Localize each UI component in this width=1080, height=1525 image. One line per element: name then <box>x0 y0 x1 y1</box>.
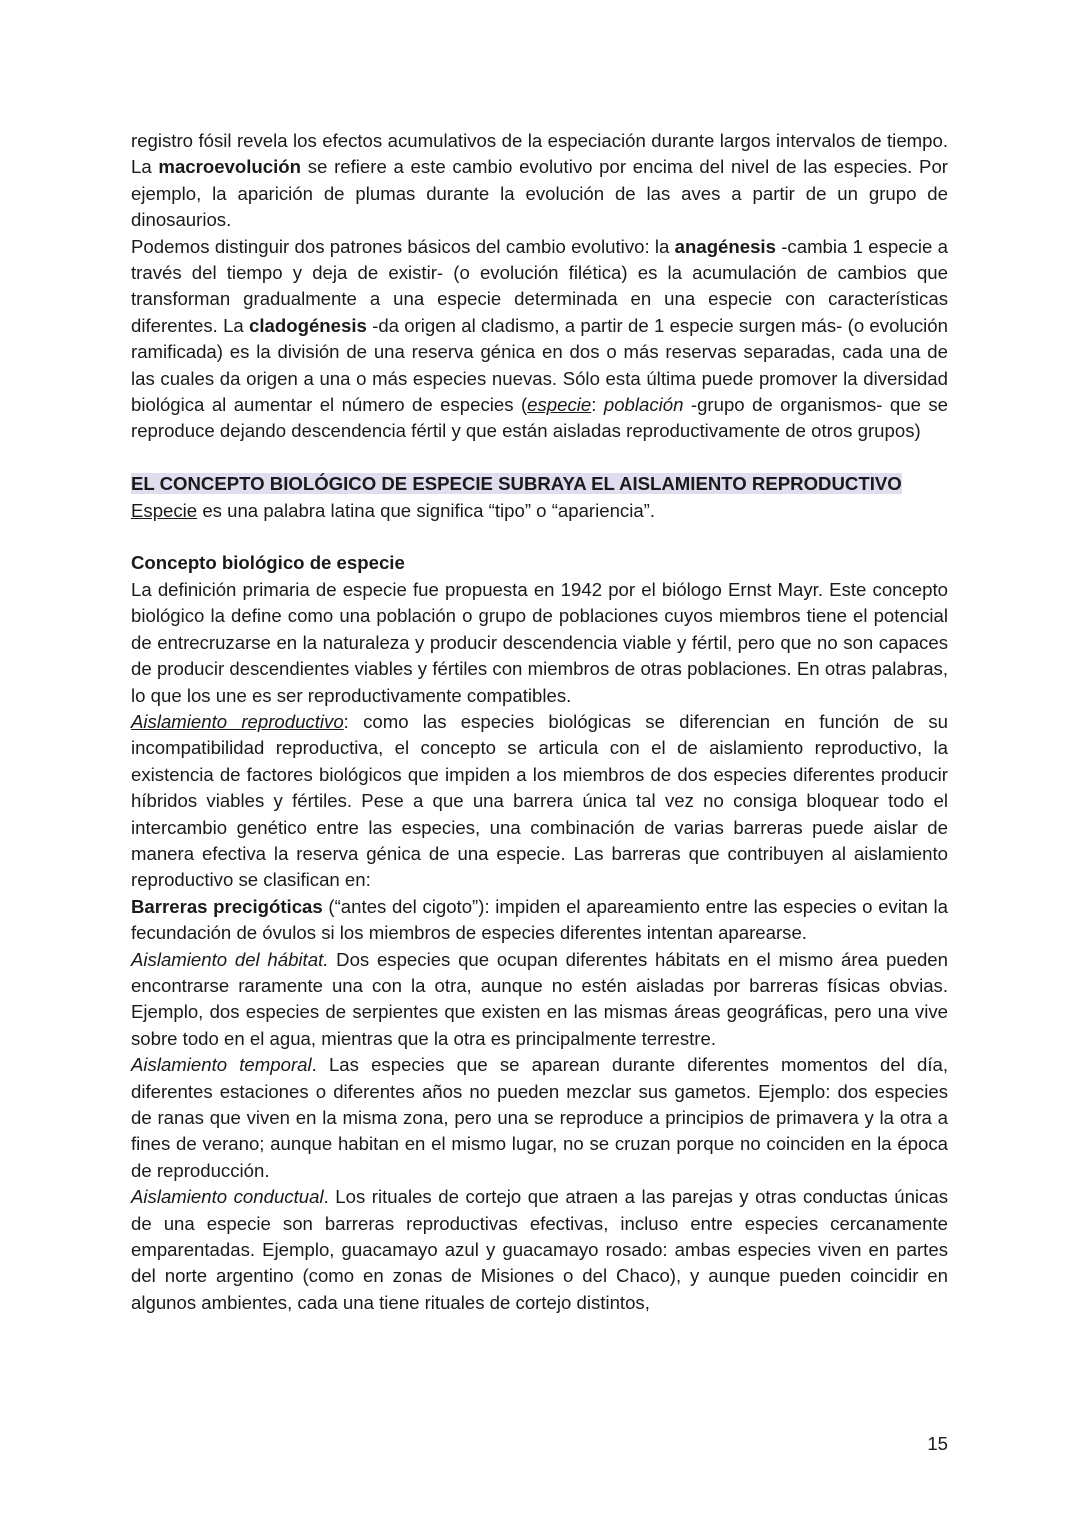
paragraph-mayr-definition: La definición primaria de especie fue propuesta en 1942 por el biólogo Ernst Mayr. Este concepto biológico la define como una población o grupo de poblaciones cuyos miembros tiene el potencial de entrecruzarse en la naturaleza y producir descendencia viable y fértil, pero que no son capaces de producir descendientes viables y fértiles con miembros de otras poblaciones. En otras palabras, lo que los une es ser reproductivamente compatibles. <box>131 578 948 706</box>
section-heading <box>131 471 948 497</box>
text-run: -grupo de organismos- que se reproduce dejando descendencia fértil y que están aisladas reproductivamente de otros grupos) <box>131 394 948 442</box>
section-heading-text: EL CONCEPTO BIOLÓGICO DE ESPECIE SUBRAYA EL AISLAMIENTO REPRODUCTIVO <box>131 473 902 495</box>
underlined-term-especie: especie <box>527 394 592 416</box>
underlined-term-aislamiento: Aislamiento reproductivo <box>131 710 344 732</box>
page-number: 15 <box>927 1433 948 1454</box>
bold-term-macroevolucion: macroevolución <box>158 156 302 178</box>
text-run: Dos especies que ocupan diferentes hábitats en el mismo área pueden encontrarse raramente una con la otra, aunque no estén aisladas por barreras físicas obvias. Ejemplo, dos especies de serpientes que existen en las mismas áreas geográficas, pero una vive sobre todo en el agua, mientras que la otra es principalmente terrestre. <box>131 948 948 1049</box>
paragraph-behavioral-isolation <box>131 1184 948 1316</box>
document-page <box>131 128 948 1316</box>
text-run: : <box>591 394 604 416</box>
italic-term-habitat: Aislamiento del hábitat. <box>131 948 329 970</box>
bold-term-cladogenesis: cladogénesis <box>249 314 367 336</box>
text-run: es una palabra latina que significa “tipo” o “apariencia”. <box>197 499 656 521</box>
paragraph-especie-definition <box>131 498 948 524</box>
paragraph-evolution-patterns <box>131 234 948 445</box>
italic-term-conductual: Aislamiento conductual <box>131 1186 324 1208</box>
paragraph-macroevolution <box>131 128 948 234</box>
underlined-term-especie: Especie <box>131 499 198 521</box>
paragraph-habitat-isolation <box>131 947 948 1053</box>
italic-term-temporal: Aislamiento temporal <box>131 1054 312 1076</box>
paragraph-temporal-isolation <box>131 1052 948 1184</box>
text-run: -da origen al cladismo, a partir de 1 especie surgen más- (o evolución ramificada) es la división de una reserva génica en dos o más reservas separadas, cada una de las cuales da origen a una o más especies nuevas. Sólo esta última puede promover la diversidad biológica al aumentar el número de especies ( <box>131 314 948 416</box>
text-run: . Las especies que se aparean durante diferentes momentos del día, diferentes estaciones o diferentes años no pueden mezclar sus gametos. Ejemplo: dos especies de ranas que viven en la misma zona, pero una se reproduce a principios de primavera y la otra a fines de verano; aunque habitan en el mismo lugar, no se cruzan porque no coinciden en la época de reproducción. <box>131 1054 949 1181</box>
text-run: registro fósil revela los efectos acumulativos de la especiación durante largos intervalos de tiempo. La <box>131 130 948 178</box>
text-run: -cambia 1 especie a través del tiempo y deja de existir- (o evolución filética) es la acumulación de cambios que transforman gradualmente a una especie determinada en una especie con características diferentes. La <box>131 235 948 336</box>
subheading: Concepto biológico de especie <box>131 552 405 574</box>
text-run: : como las especies biológicas se diferencian en función de su incompatibilidad reproductiva, el concepto se articula con el de aislamiento reproductivo, la existencia de factores biológicos que impiden a los miembros de dos especies diferentes producir híbridos viables y fértiles. Pese a que una barrera única tal vez no consiga bloquear todo el intercambio genético entre las especies, una combinación de varias barreras puede aislar de manera efectiva la reserva génica de una especie. Las barreras que contribuyen al aislamiento reproductivo se clasifican en: <box>131 710 948 891</box>
bold-term-barreras-precigoticas: Barreras precigóticas <box>131 895 323 917</box>
blank-line <box>131 524 948 550</box>
blank-line <box>131 445 948 471</box>
bold-term-anagenesis: anagénesis <box>674 235 776 257</box>
italic-term-poblacion: población <box>603 394 684 416</box>
text-run: Podemos distinguir dos patrones básicos del cambio evolutivo: la <box>131 235 675 257</box>
text-run: se refiere a este cambio evolutivo por encima del nivel de las especies. Por ejemplo, la aparición de plumas durante la evolución de las aves a partir de un grupo de dinosaurios. <box>131 156 948 231</box>
paragraph-reproductive-isolation <box>131 709 948 894</box>
text-run: (“antes del cigoto”): impiden el apareamiento entre las especies o evitan la fecundación de óvulos si los miembros de especies diferentes intentan aparearse. <box>131 895 948 944</box>
paragraph-prezygotic-barriers <box>131 894 948 947</box>
text-run: . Los rituales de cortejo que atraen a las parejas y otras conductas únicas de una especie son barreras reproductivas efectivas, incluso entre especies cercanamente emparentadas. Ejemplo, guacamayo azul y guacamayo rosado: ambas especies viven en partes del norte argentino (como en zonas de Misiones o del Chaco), y aunque pueden coincidir en algunos ambientes, cada una tiene rituales de cortejo distintos, <box>131 1186 948 1313</box>
